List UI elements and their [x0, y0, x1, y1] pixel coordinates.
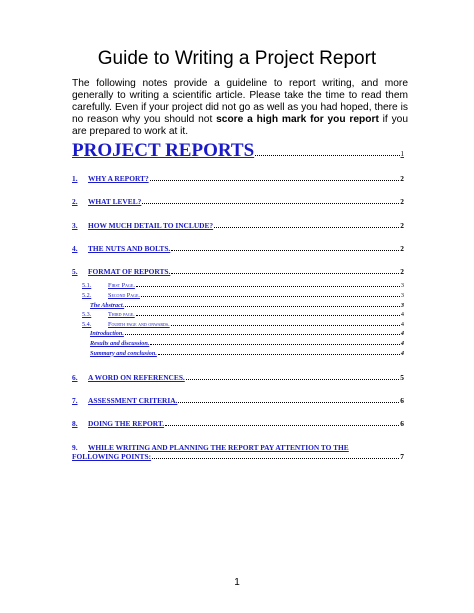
toc-leader [142, 203, 399, 204]
toc-page: 4 [400, 340, 404, 348]
toc-subitem-label[interactable]: Second Page. [108, 292, 140, 300]
toc-item-num: 9. [72, 442, 78, 452]
toc-subitem-first-page[interactable] [72, 282, 404, 289]
document-title: Guide to Writing a Project Report [97, 48, 377, 69]
toc-item-label[interactable]: ASSESSMENT CRITERIA. [88, 395, 178, 405]
toc-item-label-line1[interactable]: WHILE WRITING AND PLANNING THE REPORT PAY ATTENTION TO THE [88, 442, 349, 452]
table-of-contents [72, 140, 404, 461]
toc-page: 6 [400, 395, 404, 405]
toc-subitem-label[interactable]: The Abstract. [90, 301, 125, 309]
toc-leader [125, 334, 400, 335]
toc-item-why-a-report[interactable] [72, 174, 404, 183]
toc-leader [171, 325, 400, 326]
toc-item-label[interactable]: FORMAT OF REPORTS. [88, 267, 171, 277]
toc-item-num: 6. [72, 372, 78, 382]
toc-page: 1 [400, 150, 404, 158]
toc-item-num: 8. [72, 419, 78, 429]
toc-item-num: 2. [72, 197, 78, 207]
toc-leader [255, 155, 399, 156]
intro-text-1: The following notes provide a guideline to report writing, and more generally to writing a scientific article. Please take the time to read them carefully. Even if your project did not go as well as you had hoped, there is no reason why you should not [72, 78, 408, 125]
toc-item-doing-the-report[interactable] [72, 419, 404, 428]
toc-subitem-label[interactable]: Introduction. [90, 330, 124, 338]
toc-item-num: 3. [72, 220, 78, 230]
toc-heading-label[interactable]: PROJECT REPORTS [72, 140, 255, 161]
intro-text-2: if you are prepared to work at it. [72, 113, 408, 137]
toc-subitem-fourth-page[interactable] [72, 321, 404, 328]
toc-subitem-third-page[interactable] [72, 311, 404, 318]
toc-item-label[interactable]: WHAT LEVEL? [88, 197, 142, 207]
toc-item-how-much-detail[interactable] [72, 221, 404, 230]
toc-leader [150, 180, 400, 181]
toc-item-label[interactable]: WHY A REPORT? [88, 174, 149, 183]
toc-leader [165, 425, 399, 426]
toc-item-label[interactable]: HOW MUCH DETAIL TO INCLUDE? [88, 220, 214, 230]
page-number: 1 [234, 577, 240, 588]
toc-subitem-label[interactable]: First Page. [108, 282, 135, 290]
toc-item-label[interactable]: THE NUTS AND BOLTS. [88, 243, 171, 253]
intro-paragraph [72, 78, 408, 138]
toc-leader [214, 227, 399, 228]
toc-item-nuts-and-bolts[interactable] [72, 244, 404, 253]
toc-page: 4 [400, 320, 404, 328]
toc-page: 3 [400, 301, 404, 309]
toc-page: 4 [400, 311, 404, 319]
toc-subitem-num: 5.4. [82, 320, 92, 328]
intro-bold: score a high mark for you report [216, 113, 379, 125]
toc-page: 5 [400, 372, 404, 382]
toc-page: 2 [400, 243, 404, 253]
toc-subitem-abstract[interactable] [72, 302, 404, 309]
toc-leader [141, 296, 400, 297]
toc-leader [152, 458, 399, 459]
toc-page: 2 [400, 174, 404, 183]
toc-item-assessment-criteria[interactable] [72, 396, 404, 405]
toc-item-label[interactable]: A WORD ON REFERENCES. [88, 372, 185, 382]
toc-subitem-second-page[interactable] [72, 292, 404, 299]
toc-leader [186, 379, 400, 380]
toc-item-label-line2[interactable]: FOLLOWING POINTS: [72, 451, 152, 461]
toc-page: 7 [400, 451, 404, 461]
toc-leader [136, 286, 400, 287]
toc-item-num: 1. [72, 174, 78, 183]
toc-subitem-label[interactable]: Results and discussion. [90, 340, 150, 348]
toc-subitem-summary[interactable] [72, 350, 404, 357]
toc-page: 2 [400, 267, 404, 277]
toc-subitem-label[interactable]: Summary and conclusion. [90, 349, 157, 357]
toc-page: 3 [400, 292, 404, 300]
toc-page: 4 [400, 330, 404, 338]
toc-page: 2 [400, 220, 404, 230]
toc-item-what-level[interactable] [72, 197, 404, 206]
toc-subitem-num: 5.2. [82, 292, 92, 300]
toc-heading[interactable] [72, 140, 404, 162]
toc-leader [171, 273, 399, 274]
toc-page: 6 [400, 419, 404, 429]
toc-leader [125, 306, 400, 307]
toc-subitem-label[interactable]: Third page. [108, 311, 135, 319]
toc-subitem-num: 5.1. [82, 282, 92, 290]
toc-page: 3 [400, 282, 404, 290]
toc-leader [150, 344, 400, 345]
toc-page: 2 [400, 197, 404, 207]
toc-item-format-of-reports[interactable] [72, 267, 404, 276]
toc-item-num: 7. [72, 395, 78, 405]
toc-leader [178, 402, 399, 403]
toc-item-num: 4. [72, 243, 78, 253]
toc-subitem-introduction[interactable] [72, 330, 404, 337]
toc-item-num: 5. [72, 267, 78, 277]
toc-subitem-label[interactable]: Fourth page and onwards. [108, 320, 170, 328]
toc-page: 4 [400, 349, 404, 357]
toc-item-while-writing[interactable] [72, 443, 404, 461]
toc-leader [171, 250, 399, 251]
toc-item-label[interactable]: DOING THE REPORT. [88, 419, 165, 429]
toc-item-references[interactable] [72, 373, 404, 382]
toc-subitem-num: 5.3. [82, 311, 92, 319]
toc-subitem-results[interactable] [72, 340, 404, 347]
toc-leader [136, 315, 400, 316]
toc-leader [158, 354, 400, 355]
